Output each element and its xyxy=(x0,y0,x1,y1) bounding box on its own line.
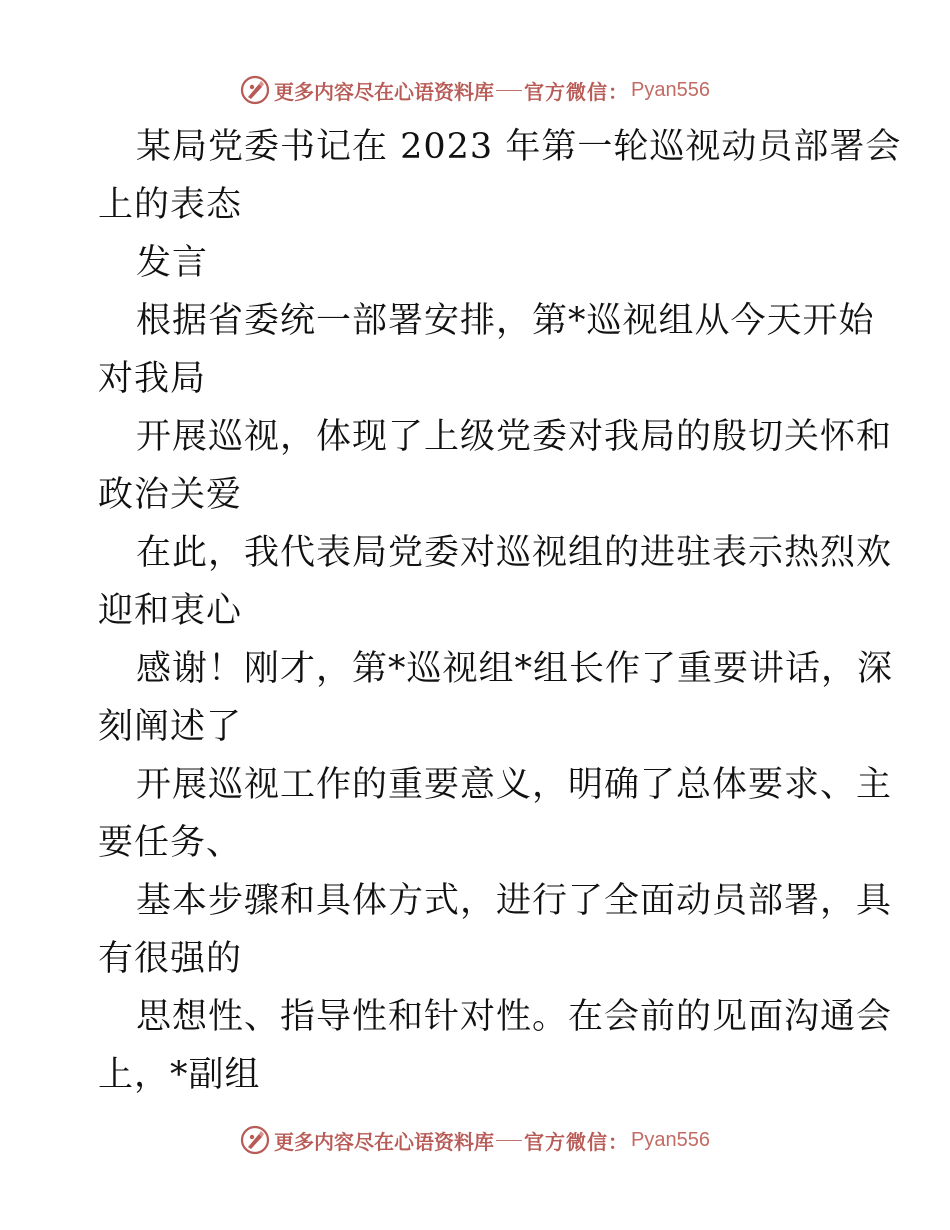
doc-line: 有很强的 xyxy=(98,939,243,979)
doc-line: 思想性、指导性和针对性。在会前的见面沟通会 xyxy=(136,997,893,1037)
doc-line: 政治关爱 xyxy=(98,475,243,515)
doc-line: 开展巡视工作的重要意义，明确了总体要求、主 xyxy=(136,765,893,805)
doc-line: 上，*副组 xyxy=(98,1055,261,1095)
banner-dash xyxy=(496,90,522,91)
doc-line: 对我局 xyxy=(98,359,207,399)
doc-line: 开展巡视，体现了上级党委对我局的殷切关怀和 xyxy=(136,417,893,457)
banner-contact-label: 官方微信： xyxy=(524,79,630,104)
banner-wechat-id: Pyan556 xyxy=(631,78,710,101)
doc-title-line-1: 某局党委书记在 2023 年第一轮巡视动员部署会 xyxy=(136,127,902,167)
banner-contact-label: 官方微信： xyxy=(524,1129,630,1154)
banner-dash xyxy=(496,1140,522,1141)
doc-title-line-2: 上的表态 xyxy=(98,185,243,225)
banner-main-text: 更多内容尽在心语资料库 xyxy=(274,79,495,104)
pen-logo-icon xyxy=(240,75,270,105)
footer-watermark-banner xyxy=(0,1120,950,1160)
header-watermark-banner xyxy=(0,70,950,110)
doc-line: 感谢！刚才，第*巡视组*组长作了重要讲话，深 xyxy=(136,649,894,689)
doc-line: 发言 xyxy=(136,243,209,283)
banner-wechat-id: Pyan556 xyxy=(631,1128,710,1151)
doc-line: 要任务、 xyxy=(98,823,243,863)
doc-line: 迎和衷心 xyxy=(98,591,243,631)
doc-line: 根据省委统一部署安排，第*巡视组从今天开始 xyxy=(136,301,875,341)
document-body xyxy=(98,118,902,1104)
pen-logo-icon xyxy=(240,1125,270,1155)
doc-line: 在此，我代表局党委对巡视组的进驻表示热烈欢 xyxy=(136,533,893,573)
banner-main-text: 更多内容尽在心语资料库 xyxy=(274,1129,495,1154)
doc-line: 基本步骤和具体方式，进行了全面动员部署，具 xyxy=(136,881,893,921)
doc-line: 刻阐述了 xyxy=(98,707,243,747)
